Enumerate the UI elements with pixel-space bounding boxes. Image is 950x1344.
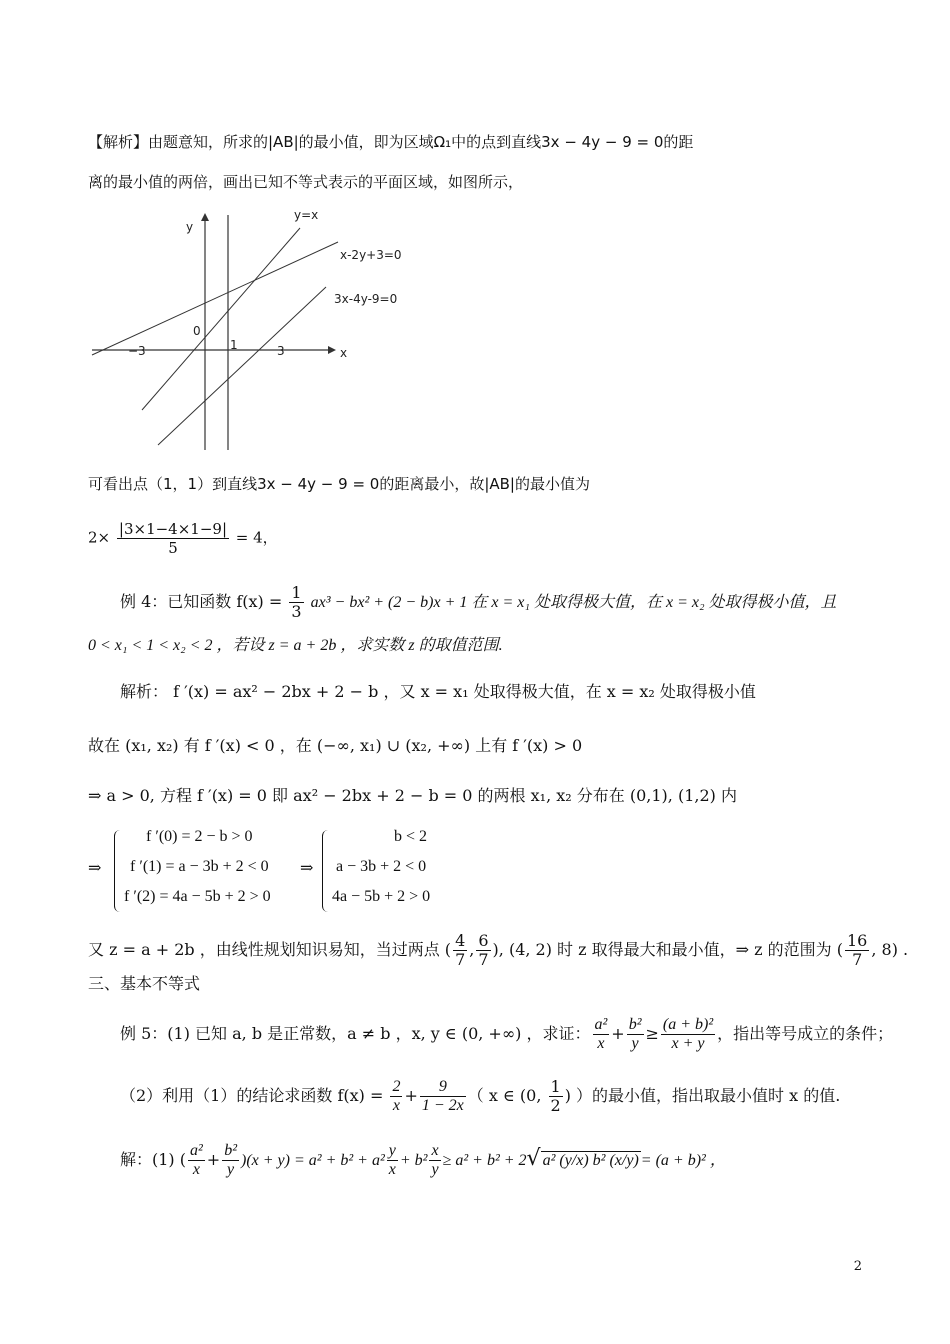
sol-frac-4 [429,1142,440,1179]
result-denominator: 5 [168,539,178,557]
result-suffix: = 4， [235,528,278,547]
s2-num: b² [224,1142,237,1159]
example4-solution-3: ⇒ a > 0, 方程 f ′(x) = 0 即 ax² − 2bx + 2 − b = 0 的两根 x₁, x₂ 分布在 (0,1), (1,2) 内 [88,786,737,805]
frac-2-x [390,1078,402,1115]
arrow-1: ⇒ [88,858,102,877]
tick-neg3: −3 [128,344,146,358]
arrow-2: ⇒ [300,858,314,877]
f2-den: 1 − 2x [421,1097,464,1114]
fb-den: y [631,1035,639,1052]
example4-frac-den: 3 [291,602,302,621]
example4-solution-1: 解析： f ′(x) = ax² − 2bx + 2 − b ，又 x = x₁ 处取得极大值，在 x = x₂ 处取得极小值 [120,682,756,701]
p2-mid: （ x ∈ (0, [467,1086,547,1105]
example5-solution [120,1142,726,1179]
s1-num: a² [190,1142,203,1159]
r-den: 7 [852,950,863,969]
frac-half [549,1078,563,1115]
final-mid: ), (4, 2) 时 z 取得最大和最小值，⇒ z 的范围为 ( [492,940,843,959]
system-b [320,826,470,916]
example4-intro: 例 4：已知函数 f(x) = [120,592,288,611]
s3-num: y [388,1142,396,1159]
s2-den: y [227,1161,235,1178]
page-number: 2 [853,1259,862,1274]
tick-3: 3 [277,344,285,358]
frac-a2-x [593,1016,610,1053]
label-y-axis: y [186,220,194,234]
fa-num: a² [594,1016,608,1033]
fc-den: x + y [671,1035,705,1052]
line-y-equals-x [142,228,300,410]
f1-num: 2 [392,1078,401,1095]
sol-intro: 解：(1) ( [120,1150,186,1169]
point2-fraction [476,932,490,969]
s4-den: y [431,1161,439,1178]
sol-mid3: ≥ a² + b² + 2 [442,1152,527,1169]
p2-den: 7 [478,950,489,969]
example5-part2 [120,1078,840,1115]
line-x-2y-3 [92,242,338,355]
system-a [112,826,302,916]
result-prefix: 2× [88,528,111,547]
result-fraction [117,520,229,557]
point1-fraction [453,932,467,969]
system-a-brace [114,830,121,912]
frac-ab2-xy [661,1016,715,1053]
example4-line-2: 0 < x₁ < 1 < x₂ < 2 ，若设 z = a + 2b ，求实数 z 的取值范围. [88,637,503,654]
final-pre: 又 z = a + 2b ，由线性规划知识易知，当过两点 ( [88,940,452,959]
system-b-row-3: 4a − 5b + 2 > 0 [332,888,431,905]
tick-1: 1 [230,338,238,352]
p2-intro: （2）利用（1）的结论求函数 f(x) = [120,1086,389,1105]
analysis-line-3: 可看出点（1，1）到直线3x − 4y − 9 = 0的距离最小，故|AB|的最小值为 [88,475,590,493]
label-origin: 0 [193,324,201,338]
system-b-row-1: b < 2 [394,828,428,845]
label-x-axis: x [340,346,348,360]
region-graph [90,205,402,455]
sol-end: = (a + b)² ， [640,1152,726,1169]
plus-1: + [611,1024,625,1043]
system-b-brace [322,830,329,912]
p2-tail: ) ）的最小值，指出取最小值时 x 的值. [564,1086,841,1105]
example4-fraction [289,584,303,621]
analysis-result [88,520,278,557]
h-den: 2 [550,1096,561,1115]
ge-sign: ≥ [645,1024,659,1043]
f1-den: x [392,1097,401,1114]
example4-final: 又 z = a + 2b ，由线性规划知识易知，当过两点 ( $\frac{4}{7}$ , $\frac{6}{7}$ ), (4, 2) 时 z 取得最大和最小值，⇒ z 的范围为 ( $\frac{16}{7}$ , 8) . [88,931,909,969]
plus-2: + [404,1086,418,1105]
example4-rest: ax³ − bx² + (2 − b)x + 1 在 x = x₁ 处取得极大值，在 x = x₂ 处取得极小值，且 [310,594,837,611]
analysis-line-2: 离的最小值的两倍，画出已知不等式表示的平面区域，如图所示， [88,173,524,191]
s1-den: x [192,1161,200,1178]
x-axis-arrow [328,346,336,354]
sqrt-sign: √ [526,1146,541,1171]
frac-b2-y [627,1016,644,1053]
example4-solution-2: 故在 (x₁, x₂) 有 f ′(x) < 0 ，在 (−∞, x₁) ∪ (x₂, +∞) 上有 f ′(x) > 0 [88,736,583,755]
frac-9-1-2x [420,1078,466,1115]
analysis-line-1: 【解析】由题意知，所求的|AB|的最小值，即为区域Ω₁中的点到直线3x − 4y − 9 = 0的距 [88,133,694,151]
fb-num: b² [628,1016,642,1033]
result-numerator: |3×1−4×1−9| [118,520,228,538]
f2-num: 9 [420,1078,466,1097]
s3-den: x [388,1161,396,1178]
system-a-row-1: f ′(0) = 2 − b > 0 [146,828,253,845]
r-num: 16 [847,931,868,950]
line-3x-4y-9 [158,287,326,445]
system-b-row-2: a − 3b + 2 < 0 [336,858,427,875]
p2-num: 6 [478,931,489,950]
sol-frac-3 [387,1142,398,1179]
example5-tail: ，指出等号成立的条件； [717,1024,894,1043]
section3-title: 三、基本不等式 [88,974,201,993]
example5-line-1 [120,1016,893,1053]
range-fraction [845,932,869,969]
fa-den: x [597,1035,605,1052]
y-axis-arrow [201,213,209,221]
label-3x-4y-9: 3x-4y-9=0 [334,292,398,306]
p1-num: 4 [455,931,466,950]
sol-mid: )(x + y) = a² + b² + a² [241,1152,385,1169]
sol-frac-2 [222,1142,239,1179]
label-x-2y-3: x-2y+3=0 [340,248,402,262]
p1-den: 7 [455,950,466,969]
sol-mid2: + b² [399,1152,428,1169]
fc-num: (a + b)² [662,1016,714,1033]
sqrt-body: a² (y/x) b² (x/y) [542,1152,639,1169]
example4-frac-num: 1 [291,583,302,602]
system-a-row-3: f ′(2) = 4a − 5b + 2 > 0 [124,888,271,905]
s4-num: x [431,1142,439,1159]
final-end: , 8) . [871,940,909,959]
label-y-equals-x: y=x [294,208,319,222]
h-num: 1 [550,1077,561,1096]
plus-3: + [206,1150,221,1169]
example5-intro: 例 5：(1) 已知 a, b 是正常数，a ≠ b ，x, y ∈ (0, +∞) ，求证： [120,1024,591,1043]
example4-line-1 [120,584,837,621]
system-a-row-2: f ′(1) = a − 3b + 2 < 0 [130,858,269,875]
sol-frac-1 [188,1142,205,1179]
